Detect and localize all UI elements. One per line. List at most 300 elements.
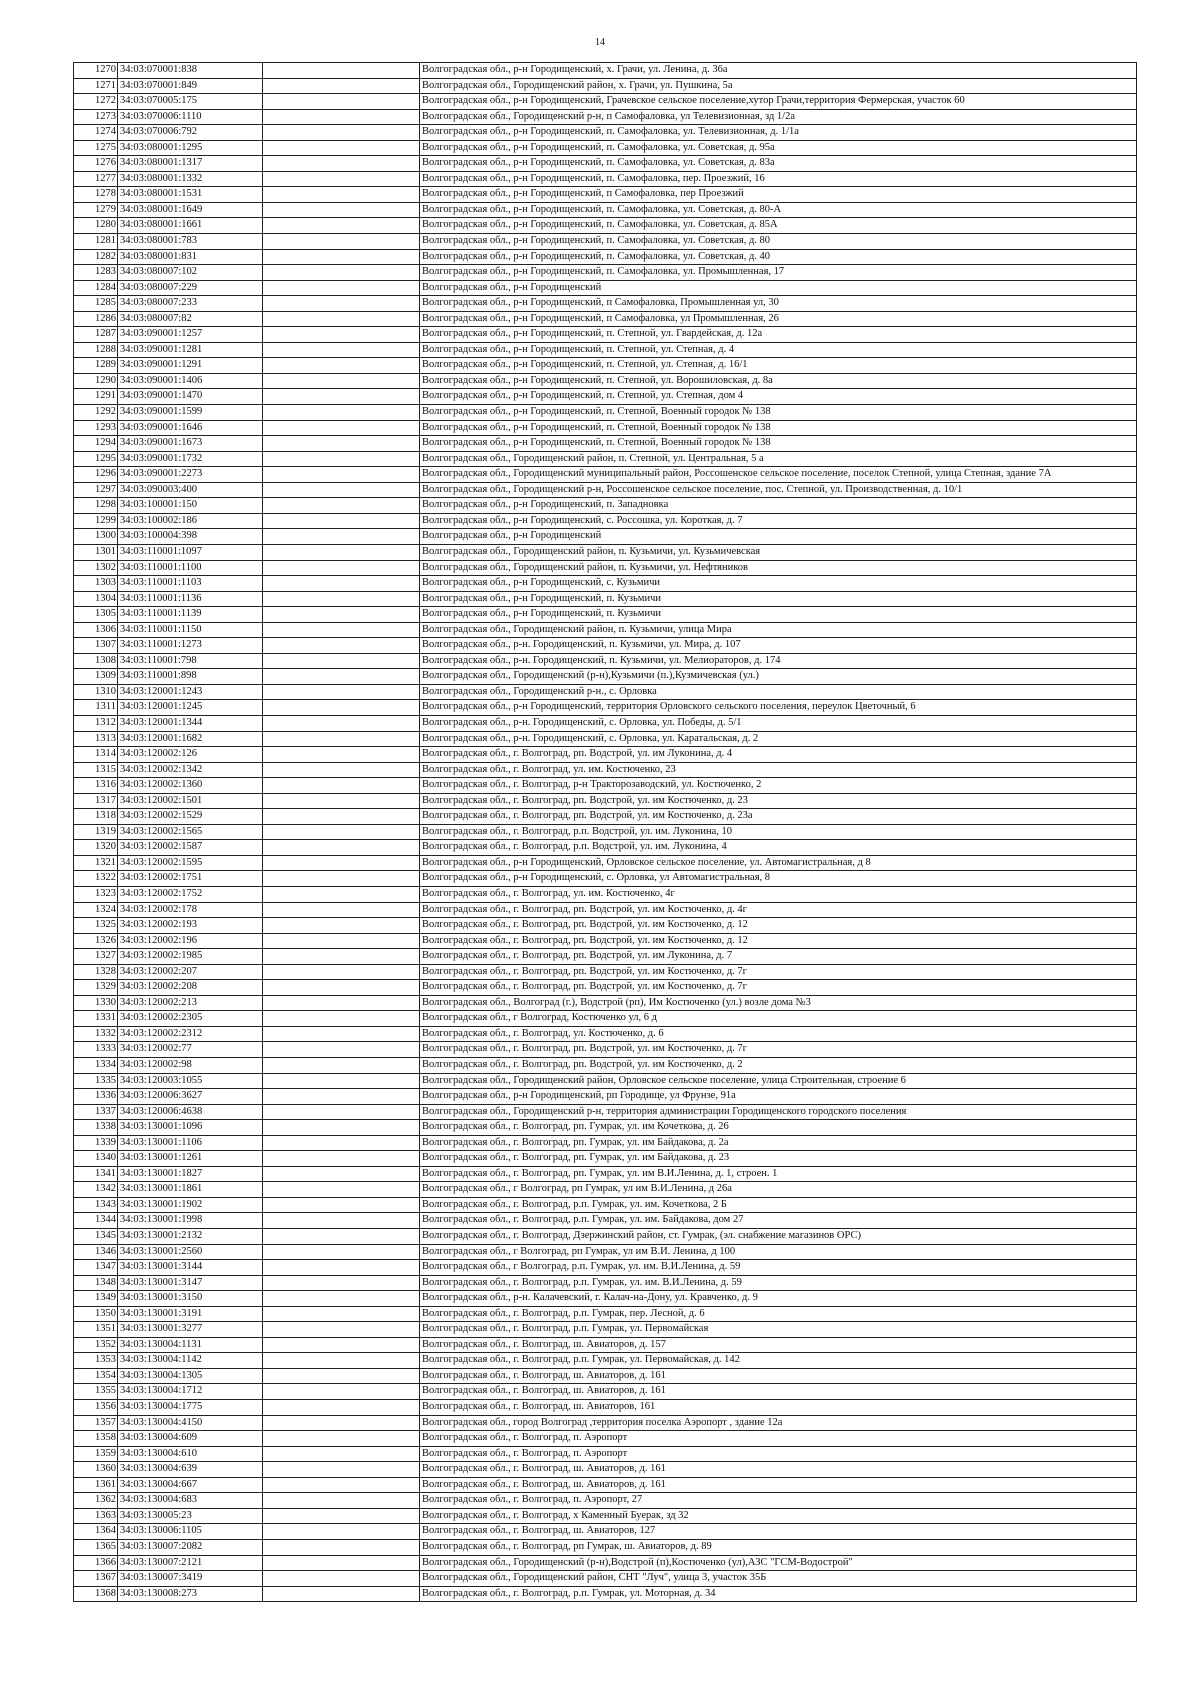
table-row [74, 311, 1137, 327]
table-row [74, 1275, 1137, 1291]
empty-cell [263, 109, 420, 125]
table-row [74, 405, 1137, 421]
table-row [74, 327, 1137, 343]
table-row [74, 1384, 1137, 1400]
row-number: 1278 [74, 187, 118, 203]
address-cell: Волгоградская обл., г. Волгоград, ш. Авиаторов, 161 [420, 1400, 1137, 1416]
address-cell: Волгоградская обл., г. Волгоград, п. Аэропорт, 27 [420, 1493, 1137, 1509]
cadastral-number: 34:03:110001:1097 [118, 544, 263, 560]
cadastral-number: 34:03:120002:1595 [118, 855, 263, 871]
cadastral-number: 34:03:120002:193 [118, 918, 263, 934]
row-number: 1285 [74, 296, 118, 312]
row-number: 1355 [74, 1384, 118, 1400]
address-cell: Волгоградская обл., г. Волгоград, р.п. Гумрак, ул. Первомайская, д. 142 [420, 1353, 1137, 1369]
address-cell: Волгоградская обл., г Волгоград, Костюченко ул, 6 д [420, 1011, 1137, 1027]
cadastral-number: 34:03:130005:23 [118, 1508, 263, 1524]
address-cell: Волгоградская обл., г. Волгоград, рп. Водстрой, ул. им Костюченко, д. 12 [420, 918, 1137, 934]
row-number: 1302 [74, 560, 118, 576]
row-number: 1303 [74, 576, 118, 592]
table-row [74, 265, 1137, 281]
row-number: 1322 [74, 871, 118, 887]
table-row [74, 840, 1137, 856]
cadastral-number: 34:03:110001:1139 [118, 607, 263, 623]
address-cell: Волгоградская обл., г. Волгоград, рп. Водстрой, ул. им Костюченко, д. 4г [420, 902, 1137, 918]
row-number: 1293 [74, 420, 118, 436]
row-number: 1305 [74, 607, 118, 623]
cadastral-number: 34:03:120002:1565 [118, 824, 263, 840]
table-row [74, 1058, 1137, 1074]
cadastral-number: 34:03:090001:1257 [118, 327, 263, 343]
row-number: 1360 [74, 1462, 118, 1478]
address-cell: Волгоградская обл., р-н. Городищенский, п. Кузьмичи, ул. Мелиораторов, д. 174 [420, 653, 1137, 669]
row-number: 1363 [74, 1508, 118, 1524]
address-cell: Волгоградская обл., г Волгоград, рп Гумрак, ул им В.И. Ленина, д 100 [420, 1244, 1137, 1260]
empty-cell [263, 1353, 420, 1369]
cadastral-number: 34:03:080007:233 [118, 296, 263, 312]
empty-cell [263, 824, 420, 840]
table-row [74, 389, 1137, 405]
table-row [74, 1368, 1137, 1384]
cadastral-number: 34:03:090001:1599 [118, 405, 263, 421]
cadastral-number: 34:03:120002:196 [118, 933, 263, 949]
address-cell: Волгоградская обл., г. Волгоград, рп. Водстрой, ул. им Костюченко, д. 7г [420, 1042, 1137, 1058]
cadastral-number: 34:03:110001:1103 [118, 576, 263, 592]
table-row [74, 1539, 1137, 1555]
table-row [74, 171, 1137, 187]
address-cell: Волгоградская обл., г. Волгоград, р.п. Гумрак, ул. Моторная, д. 34 [420, 1586, 1137, 1602]
table-row [74, 420, 1137, 436]
address-cell: Волгоградская обл., р-н Городищенский, с. Россошка, ул. Короткая, д. 7 [420, 513, 1137, 529]
table-row [74, 700, 1137, 716]
row-number: 1275 [74, 140, 118, 156]
cadastral-number: 34:03:080007:82 [118, 311, 263, 327]
address-cell: Волгоградская обл., р-н Городищенский, с. Кузьмичи [420, 576, 1137, 592]
empty-cell [263, 296, 420, 312]
row-number: 1340 [74, 1151, 118, 1167]
address-cell: Волгоградская обл., г. Волгоград, рп Гумрак, ш. Авиаторов, д. 89 [420, 1539, 1137, 1555]
cadastral-number: 34:03:130001:3277 [118, 1322, 263, 1338]
empty-cell [263, 684, 420, 700]
address-cell: Волгоградская обл., р-н Городищенский, рп Городище, ул Фрунзе, 91а [420, 1089, 1137, 1105]
cadastral-number: 34:03:080001:831 [118, 249, 263, 265]
address-cell: Волгоградская обл., р-н Городищенский, п. Степной, Военный городок № 138 [420, 405, 1137, 421]
address-cell: Волгоградская обл., г. Волгоград, р.п. Гумрак, ул. Первомайская [420, 1322, 1137, 1338]
address-cell: Волгоградская обл., Городищенский район, Орловское сельское поселение, улица Строительная, строение 6 [420, 1073, 1137, 1089]
empty-cell [263, 498, 420, 514]
table-row [74, 1073, 1137, 1089]
address-cell: Волгоградская обл., р-н Городищенский, п. Самофаловка, ул. Промышленная, 17 [420, 265, 1137, 281]
empty-cell [263, 1431, 420, 1447]
table-row [74, 187, 1137, 203]
empty-cell [263, 358, 420, 374]
table-row [74, 373, 1137, 389]
address-cell: Волгоградская обл., р-н. Городищенский, с. Орловка, ул. Каратальская, д. 2 [420, 731, 1137, 747]
empty-cell [263, 715, 420, 731]
cadastral-number: 34:03:090001:1673 [118, 436, 263, 452]
empty-cell [263, 1306, 420, 1322]
cadastral-number: 34:03:110001:1136 [118, 591, 263, 607]
cadastral-number: 34:03:120001:1245 [118, 700, 263, 716]
row-number: 1352 [74, 1337, 118, 1353]
empty-cell [263, 855, 420, 871]
empty-cell [263, 591, 420, 607]
address-cell: Волгоградская обл., Городищенский р-н, Россошенское сельское поселение, пос. Степной, ул. Производственная, д. 10/1 [420, 482, 1137, 498]
table-row [74, 622, 1137, 638]
cadastral-number: 34:03:120006:4638 [118, 1104, 263, 1120]
empty-cell [263, 1524, 420, 1540]
row-number: 1367 [74, 1571, 118, 1587]
address-cell: Волгоградская обл., Городищенский район, п. Кузьмичи, ул. Кузьмичевская [420, 544, 1137, 560]
address-cell: Волгоградская обл., р-н Городищенский, п Самофаловка, ул Промышленная, 26 [420, 311, 1137, 327]
row-number: 1280 [74, 218, 118, 234]
cadastral-number: 34:03:130004:667 [118, 1477, 263, 1493]
row-number: 1282 [74, 249, 118, 265]
table-row [74, 1446, 1137, 1462]
row-number: 1288 [74, 342, 118, 358]
cadastral-number: 34:03:130001:2560 [118, 1244, 263, 1260]
table-row [74, 778, 1137, 794]
cadastral-number: 34:03:130004:1775 [118, 1400, 263, 1416]
row-number: 1274 [74, 125, 118, 141]
address-cell: Волгоградская обл., г. Волгоград, р.п. Гумрак, ул. им. В.И.Ленина, д. 59 [420, 1275, 1137, 1291]
address-cell: Волгоградская обл., р-н Городищенский, х. Грачи, ул. Ленина, д. 36а [420, 63, 1137, 79]
cadastral-number: 34:03:130004:1305 [118, 1368, 263, 1384]
table-row [74, 638, 1137, 654]
empty-cell [263, 389, 420, 405]
row-number: 1281 [74, 234, 118, 250]
cadastral-number: 34:03:130007:2121 [118, 1555, 263, 1571]
cadastral-number: 34:03:130001:1861 [118, 1182, 263, 1198]
empty-cell [263, 1089, 420, 1105]
empty-cell [263, 560, 420, 576]
table-row [74, 762, 1137, 778]
row-number: 1351 [74, 1322, 118, 1338]
table-row [74, 1555, 1137, 1571]
row-number: 1337 [74, 1104, 118, 1120]
address-cell: Волгоградская обл., г. Волгоград, рп. Водстрой, ул. им Костюченко, д. 12 [420, 933, 1137, 949]
address-cell: Волгоградская обл., р-н Городищенский, п. Самофаловка, ул. Советская, д. 80 [420, 234, 1137, 250]
empty-cell [263, 778, 420, 794]
row-number: 1279 [74, 202, 118, 218]
address-cell: Волгоградская обл., г. Волгоград, ул. им. Костюченко, 23 [420, 762, 1137, 778]
cadastral-number: 34:03:120006:3627 [118, 1089, 263, 1105]
row-number: 1356 [74, 1400, 118, 1416]
row-number: 1314 [74, 747, 118, 763]
table-row [74, 1524, 1137, 1540]
cadastral-number: 34:03:130008:273 [118, 1586, 263, 1602]
row-number: 1307 [74, 638, 118, 654]
cadastral-number: 34:03:090001:2273 [118, 467, 263, 483]
row-number: 1347 [74, 1260, 118, 1276]
row-number: 1294 [74, 436, 118, 452]
cadastral-number: 34:03:120001:1682 [118, 731, 263, 747]
empty-cell [263, 218, 420, 234]
empty-cell [263, 1073, 420, 1089]
cadastral-number: 34:03:120002:1985 [118, 949, 263, 965]
empty-cell [263, 1229, 420, 1245]
row-number: 1291 [74, 389, 118, 405]
empty-cell [263, 1213, 420, 1229]
cadastral-number: 34:03:130001:1096 [118, 1120, 263, 1136]
empty-cell [263, 125, 420, 141]
address-cell: Волгоградская обл., Городищенский р-н, территория администрации Городищенского городского поселения [420, 1104, 1137, 1120]
table-row [74, 886, 1137, 902]
address-cell: Волгоградская обл., р-н Городищенский, п. Самофаловка, ул. Телевизионная, д. 1/1а [420, 125, 1137, 141]
empty-cell [263, 700, 420, 716]
address-cell: Волгоградская обл., г. Волгоград, рп. Гумрак, ул. им Байдакова, д. 23 [420, 1151, 1137, 1167]
address-cell: Волгоградская обл., Городищенский район, х. Грачи, ул. Пушкина, 5а [420, 78, 1137, 94]
address-cell: Волгоградская обл., Городищенский район, п. Степной, ул. Центральная, 5 а [420, 451, 1137, 467]
empty-cell [263, 653, 420, 669]
cadastral-number: 34:03:090001:1291 [118, 358, 263, 374]
empty-cell [263, 747, 420, 763]
cadastral-number: 34:03:120003:1055 [118, 1073, 263, 1089]
table-row [74, 809, 1137, 825]
address-cell: Волгоградская обл., р-н Городищенский, п. Самофаловка, ул. Советская, д. 83а [420, 156, 1137, 172]
cadastral-number: 34:03:080001:1332 [118, 171, 263, 187]
row-number: 1357 [74, 1415, 118, 1431]
cadastral-number: 34:03:120002:98 [118, 1058, 263, 1074]
cadastral-number: 34:03:130004:4150 [118, 1415, 263, 1431]
empty-cell [263, 405, 420, 421]
table-row [74, 793, 1137, 809]
row-number: 1349 [74, 1291, 118, 1307]
empty-cell [263, 1368, 420, 1384]
table-row [74, 1306, 1137, 1322]
address-cell: Волгоградская обл., Городищенский (р-н),Кузьмичи (п.),Кузмичевская (ул.) [420, 669, 1137, 685]
address-cell: Волгоградская обл., р-н Городищенский, п. Степной, Военный городок № 138 [420, 420, 1137, 436]
cadastral-number: 34:03:130004:683 [118, 1493, 263, 1509]
address-cell: Волгоградская обл., р-н Городищенский, Грачевское сельское поселение,хутор Грачи,территория Фермерская, участок 60 [420, 94, 1137, 110]
address-cell: Волгоградская обл., р-н Городищенский, п Самофаловка, пер Проезжий [420, 187, 1137, 203]
table-row [74, 513, 1137, 529]
cadastral-number: 34:03:120002:1360 [118, 778, 263, 794]
table-row [74, 949, 1137, 965]
empty-cell [263, 529, 420, 545]
address-cell: Волгоградская обл., г. Волгоград, р.п. Гумрак, пер. Лесной, д. 6 [420, 1306, 1137, 1322]
cadastral-number: 34:03:080007:102 [118, 265, 263, 281]
empty-cell [263, 1026, 420, 1042]
address-cell: Волгоградская обл., г. Волгоград, ул. им. Костюченко, 4г [420, 886, 1137, 902]
address-cell: Волгоградская обл., г. Волгоград, р.п. Водстрой, ул. им. Луконина, 10 [420, 824, 1137, 840]
table-row [74, 529, 1137, 545]
empty-cell [263, 513, 420, 529]
row-number: 1335 [74, 1073, 118, 1089]
row-number: 1313 [74, 731, 118, 747]
address-cell: Волгоградская обл., р-н Городищенский, п. Самофаловка, ул. Советская, д. 85А [420, 218, 1137, 234]
row-number: 1341 [74, 1166, 118, 1182]
table-row [74, 140, 1137, 156]
row-number: 1345 [74, 1229, 118, 1245]
row-number: 1332 [74, 1026, 118, 1042]
row-number: 1304 [74, 591, 118, 607]
cadastral-number: 34:03:080007:229 [118, 280, 263, 296]
address-cell: Волгоградская обл., г. Волгоград, ш. Авиаторов, д. 161 [420, 1368, 1137, 1384]
table-row [74, 731, 1137, 747]
address-cell: Волгоградская обл., р-н Городищенский [420, 529, 1137, 545]
row-number: 1271 [74, 78, 118, 94]
table-row [74, 560, 1137, 576]
empty-cell [263, 420, 420, 436]
address-cell: Волгоградская обл., г. Волгоград, рп. Водстрой, ул. им Луконина, д. 7 [420, 949, 1137, 965]
table-row [74, 482, 1137, 498]
table-row [74, 918, 1137, 934]
table-row [74, 280, 1137, 296]
address-cell: Волгоградская обл., г. Волгоград, х Каменный Буерак, зд 32 [420, 1508, 1137, 1524]
table-row [74, 653, 1137, 669]
address-cell: Волгоградская обл., р-н Городищенский, п. Степной, ул. Степная, д. 4 [420, 342, 1137, 358]
cadastral-number: 34:03:130001:1261 [118, 1151, 263, 1167]
row-number: 1311 [74, 700, 118, 716]
cadastral-number: 34:03:130001:1998 [118, 1213, 263, 1229]
address-cell: Волгоградская обл., г. Волгоград, ш. Авиаторов, 127 [420, 1524, 1137, 1540]
table-row [74, 249, 1137, 265]
table-row [74, 467, 1137, 483]
row-number: 1319 [74, 824, 118, 840]
address-cell: Волгоградская обл., р-н Городищенский, п. Самофаловка, ул. Советская, д. 40 [420, 249, 1137, 265]
address-cell: Волгоградская обл., г. Волгоград, р.п. Водстрой, ул. им. Луконина, 4 [420, 840, 1137, 856]
empty-cell [263, 1571, 420, 1587]
empty-cell [263, 1322, 420, 1338]
table-row [74, 747, 1137, 763]
address-cell: Волгоградская обл., г. Волгоград, ш. Авиаторов, д. 161 [420, 1462, 1137, 1478]
row-number: 1276 [74, 156, 118, 172]
cadastral-number: 34:03:080001:1295 [118, 140, 263, 156]
address-cell: Волгоградская обл., Городищенский муниципальный район, Россошенское сельское поселение, поселок Степной, улица Степная, здание 7А [420, 467, 1137, 483]
row-number: 1296 [74, 467, 118, 483]
address-cell: Волгоградская обл., г. Волгоград, р-н Тракторозаводский, ул. Костюченко, 2 [420, 778, 1137, 794]
address-cell: Волгоградская обл., г. Волгоград, рп. Гумрак, ул. им Кочеткова, д. 26 [420, 1120, 1137, 1136]
cadastral-number: 34:03:070001:838 [118, 63, 263, 79]
empty-cell [263, 1182, 420, 1198]
address-cell: Волгоградская обл., г. Волгоград, п. Аэропорт [420, 1446, 1137, 1462]
row-number: 1334 [74, 1058, 118, 1074]
address-cell: Волгоградская обл., Городищенский район, п. Кузьмичи, ул. Нефтяников [420, 560, 1137, 576]
empty-cell [263, 451, 420, 467]
cadastral-number: 34:03:120002:213 [118, 995, 263, 1011]
table-row [74, 1151, 1137, 1167]
address-cell: Волгоградская обл., город Волгоград ,территория поселка Аэропорт , здание 12а [420, 1415, 1137, 1431]
row-number: 1344 [74, 1213, 118, 1229]
table-row [74, 1089, 1137, 1105]
table-row [74, 342, 1137, 358]
address-cell: Волгоградская обл., г Волгоград, рп Гумрак, ул им В.И.Ленина, д 26а [420, 1182, 1137, 1198]
table-row [74, 296, 1137, 312]
cadastral-number: 34:03:110001:1100 [118, 560, 263, 576]
empty-cell [263, 1586, 420, 1602]
cadastral-number: 34:03:130001:1106 [118, 1135, 263, 1151]
cadastral-number: 34:03:120002:1752 [118, 886, 263, 902]
row-number: 1309 [74, 669, 118, 685]
table-row [74, 1462, 1137, 1478]
address-cell: Волгоградская обл., Волгоград (г.), Водстрой (рп), Им Костюченко (ул.) возле дома №3 [420, 995, 1137, 1011]
address-cell: Волгоградская обл., Городищенский район, СНТ "Луч", улица 3, участок 35Б [420, 1571, 1137, 1587]
cadastral-number: 34:03:080001:783 [118, 234, 263, 250]
address-cell: Волгоградская обл., г. Волгоград, ш. Авиаторов, д. 161 [420, 1477, 1137, 1493]
cadastral-number: 34:03:100001:150 [118, 498, 263, 514]
row-number: 1342 [74, 1182, 118, 1198]
row-number: 1270 [74, 63, 118, 79]
address-cell: Волгоградская обл., г. Волгоград, рп. Гумрак, ул. им Байдакова, д. 2а [420, 1135, 1137, 1151]
table-row [74, 1026, 1137, 1042]
cadastral-number: 34:03:130006:1105 [118, 1524, 263, 1540]
empty-cell [263, 342, 420, 358]
empty-cell [263, 1260, 420, 1276]
table-row [74, 1291, 1137, 1307]
row-number: 1323 [74, 886, 118, 902]
address-cell: Волгоградская обл., р-н Городищенский, п. Западновка [420, 498, 1137, 514]
table-row [74, 358, 1137, 374]
table-row [74, 436, 1137, 452]
address-cell: Волгоградская обл., г. Волгоград, рп. Водстрой, ул. им Костюченко, д. 23а [420, 809, 1137, 825]
table-row [74, 498, 1137, 514]
row-number: 1297 [74, 482, 118, 498]
address-cell: Волгоградская обл., г. Волгоград, п. Аэропорт [420, 1431, 1137, 1447]
empty-cell [263, 1011, 420, 1027]
table-row [74, 980, 1137, 996]
cadastral-number: 34:03:130001:1827 [118, 1166, 263, 1182]
table-row [74, 1166, 1137, 1182]
address-cell: Волгоградская обл., р-н Городищенский, п. Степной, ул. Степная, дом 4 [420, 389, 1137, 405]
table-row [74, 824, 1137, 840]
cadastral-number: 34:03:120002:207 [118, 964, 263, 980]
table-row [74, 1229, 1137, 1245]
cadastral-number: 34:03:130004:639 [118, 1462, 263, 1478]
table-row [74, 1011, 1137, 1027]
row-number: 1336 [74, 1089, 118, 1105]
cadastral-number: 34:03:090003:400 [118, 482, 263, 498]
table-row [74, 591, 1137, 607]
row-number: 1361 [74, 1477, 118, 1493]
cadastral-number: 34:03:080001:1317 [118, 156, 263, 172]
row-number: 1289 [74, 358, 118, 374]
table-row [74, 1477, 1137, 1493]
empty-cell [263, 964, 420, 980]
registry-body [74, 63, 1137, 1602]
table-row [74, 451, 1137, 467]
empty-cell [263, 234, 420, 250]
page-number: 14 [595, 37, 605, 48]
address-cell: Волгоградская обл., р-н Городищенский, п. Кузьмичи [420, 591, 1137, 607]
cadastral-number: 34:03:120002:2305 [118, 1011, 263, 1027]
row-number: 1366 [74, 1555, 118, 1571]
table-row [74, 109, 1137, 125]
row-number: 1315 [74, 762, 118, 778]
empty-cell [263, 576, 420, 592]
address-cell: Волгоградская обл., г. Волгоград, рп. Водстрой, ул. им Костюченко, д. 7г [420, 980, 1137, 996]
row-number: 1321 [74, 855, 118, 871]
row-number: 1328 [74, 964, 118, 980]
cadastral-number: 34:03:120002:77 [118, 1042, 263, 1058]
cadastral-number: 34:03:080001:1531 [118, 187, 263, 203]
cadastral-number: 34:03:130007:2082 [118, 1539, 263, 1555]
table-row [74, 684, 1137, 700]
address-cell: Волгоградская обл., р-н Городищенский, п. Кузьмичи [420, 607, 1137, 623]
empty-cell [263, 918, 420, 934]
empty-cell [263, 1555, 420, 1571]
empty-cell [263, 809, 420, 825]
cadastral-number: 34:03:130001:3144 [118, 1260, 263, 1276]
empty-cell [263, 1058, 420, 1074]
empty-cell [263, 731, 420, 747]
row-number: 1317 [74, 793, 118, 809]
empty-cell [263, 1042, 420, 1058]
table-row [74, 1260, 1137, 1276]
table-row [74, 933, 1137, 949]
row-number: 1290 [74, 373, 118, 389]
table-row [74, 63, 1137, 79]
address-cell: Волгоградская обл., Городищенский (р-н),Водстрой (п),Костюченко (ул),АЗС "ГСМ-Водострой" [420, 1555, 1137, 1571]
